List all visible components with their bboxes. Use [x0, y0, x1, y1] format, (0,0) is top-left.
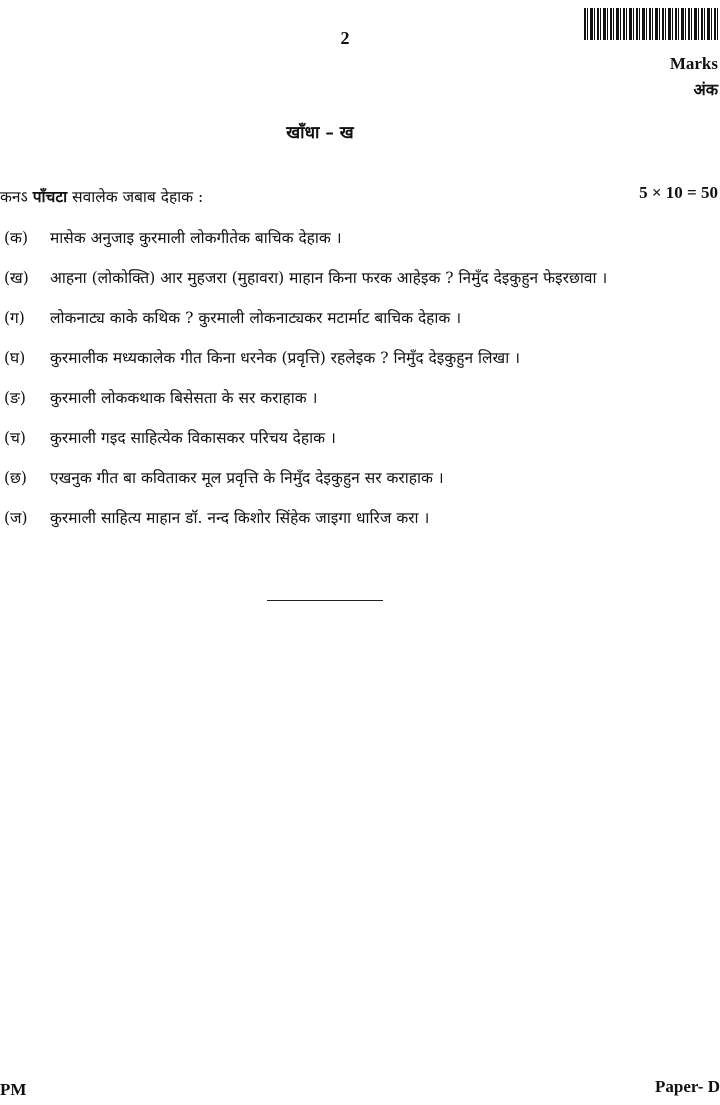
question-label: (क) [4, 229, 28, 247]
footer-left-code: PM [0, 1080, 27, 1099]
question-label: (घ) [4, 349, 26, 367]
question-item [4, 465, 704, 492]
question-text: कुरमाली लोककथाक बिसेसता के सर कराहाक । [50, 389, 318, 407]
question-label: (ज) [4, 509, 28, 527]
question-label: (ख) [4, 269, 29, 287]
question-item [4, 385, 704, 412]
question-item [4, 305, 704, 332]
question-text: एखनुक गीत बा कविताकर मूल प्रवृत्ति के निमुँद देइकुहुन सर कराहाक । [50, 469, 444, 487]
marks-formula: 5 × 10 = 50 [639, 183, 718, 202]
section-instruction [0, 185, 720, 207]
end-rule-divider [267, 600, 383, 601]
footer-paper-code: Paper- D [655, 1077, 720, 1096]
question-label: (ग) [4, 309, 25, 327]
question-item [4, 225, 704, 252]
section-title: खाँधा – ख [286, 123, 354, 143]
question-text: कुरमालीक मध्यकालेक गीत किना धरनेक (प्रवृत्ति) रहलेइक ? निमुँद देइकुहुन लिखा । [50, 349, 521, 367]
page-number: 2 [340, 28, 350, 48]
instruction-suffix: सवालेक जबाब देहाक : [67, 188, 204, 206]
question-label: (ङ) [4, 389, 26, 407]
question-item [4, 425, 704, 452]
question-text: आहना (लोकोक्ति) आर मुहजरा (मुहावरा) माहान किना फरक आहेइक ? निमुँद देइकुहुन फेइरछावा । [50, 269, 608, 287]
question-text: मासेक अनुजाइ कुरमाली लोकगीतेक बाचिक देहाक । [50, 229, 342, 247]
question-label: (च) [4, 429, 26, 447]
barcode [584, 8, 720, 40]
question-list [4, 225, 704, 545]
question-text: कुरमाली साहित्य माहान डॉ. नन्द किशोर सिंहेक जाइगा धारिज करा । [50, 509, 430, 527]
question-text: कुरमाली गइद साहित्येक विकासकर परिचय देहाक । [50, 429, 336, 447]
question-item [4, 505, 704, 532]
marks-label: Marks [669, 54, 718, 73]
marks-label-hindi: अंक [693, 80, 718, 99]
instruction-bold: पाँचटा [32, 187, 68, 206]
question-text: लोकनाट्य काके कथिक ? कुरमाली लोकनाट्यकर मटार्माट बाचिक देहाक । [50, 309, 462, 327]
question-item [4, 265, 704, 292]
question-item [4, 345, 704, 372]
instruction-prefix: कनऽ [0, 188, 33, 206]
question-label: (छ) [4, 469, 27, 487]
